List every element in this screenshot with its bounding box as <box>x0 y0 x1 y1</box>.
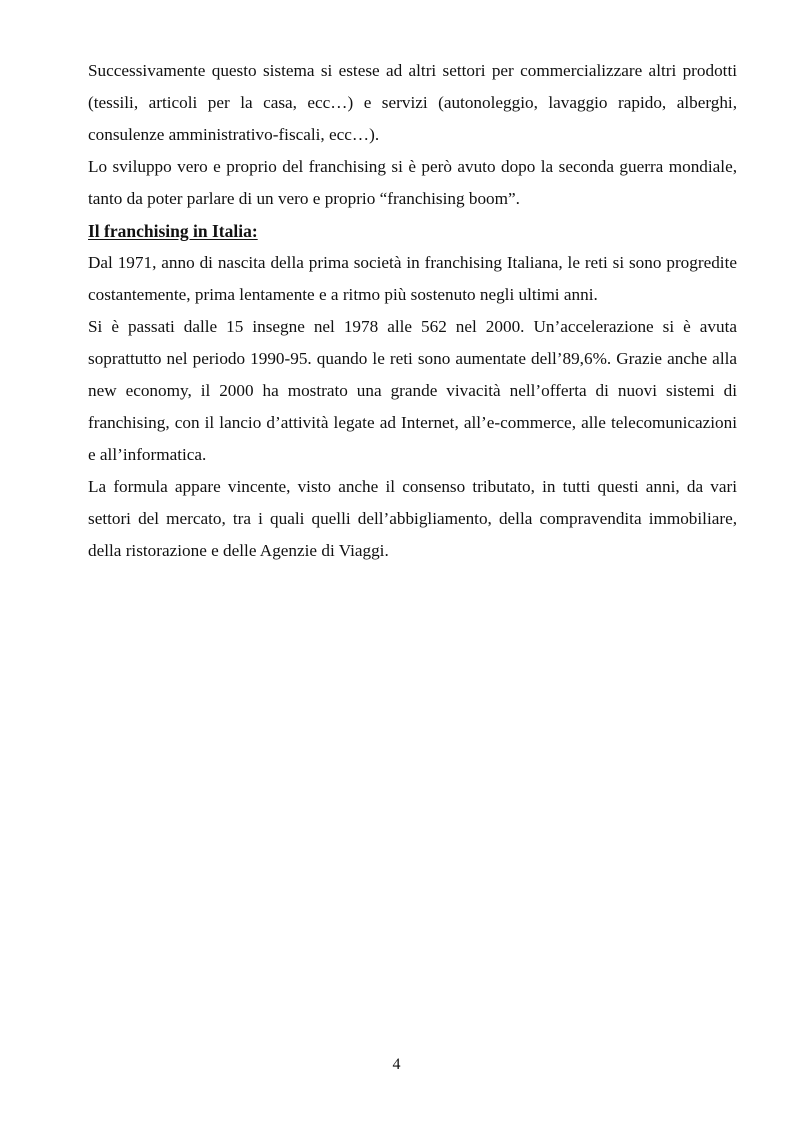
paragraph-franchising-boom: Lo sviluppo vero e proprio del franchising si è però avuto dopo la seconda guerra mondiale, tanto da poter parlare di un vero e proprio “franchising boom”. <box>88 157 737 208</box>
paragraph-since-1971: Dal 1971, anno di nascita della prima società in franchising Italiana, le reti si sono progredite costantemente, prima lentamente e a ritmo più sostenuto negli ultimi anni. <box>88 253 737 304</box>
section-heading-franchising-italia: Il franchising in Italia: <box>88 221 258 241</box>
page-number: 4 <box>392 1056 401 1073</box>
paragraph-growth-statistics: Si è passati dalle 15 insegne nel 1978 alle 562 nel 2000. Un’accelerazione si è avuta soprattutto nel periodo 1990-95. quando le reti sono aumentate dell’89,6%. Grazie anche alla new economy, il 2000 ha mostrato una grande vivacità nell’offerta di nuovi sistemi di franchising, con il lancio d’attività legate ad Internet, all’e-commerce, alle telecomunicazioni e all’informatica. <box>88 317 737 464</box>
paragraph-winning-formula: La formula appare vincente, visto anche il consenso tributato, in tutti questi anni, da vari settori del mercato, tra i quali quelli dell’abbigliamento, della compravendita immobiliare, della ristorazione e delle Agenzie di Viaggi. <box>88 477 737 560</box>
paragraph-expansion-sectors: Successivamente questo sistema si estese ad altri settori per commercializzare altri prodotti (tessili, articoli per la casa, ecc…) e servizi (autonoleggio, lavaggio rapido, alberghi, consulenze amministrativo-fiscali, ecc…). <box>88 61 737 144</box>
page-body <box>88 55 737 567</box>
